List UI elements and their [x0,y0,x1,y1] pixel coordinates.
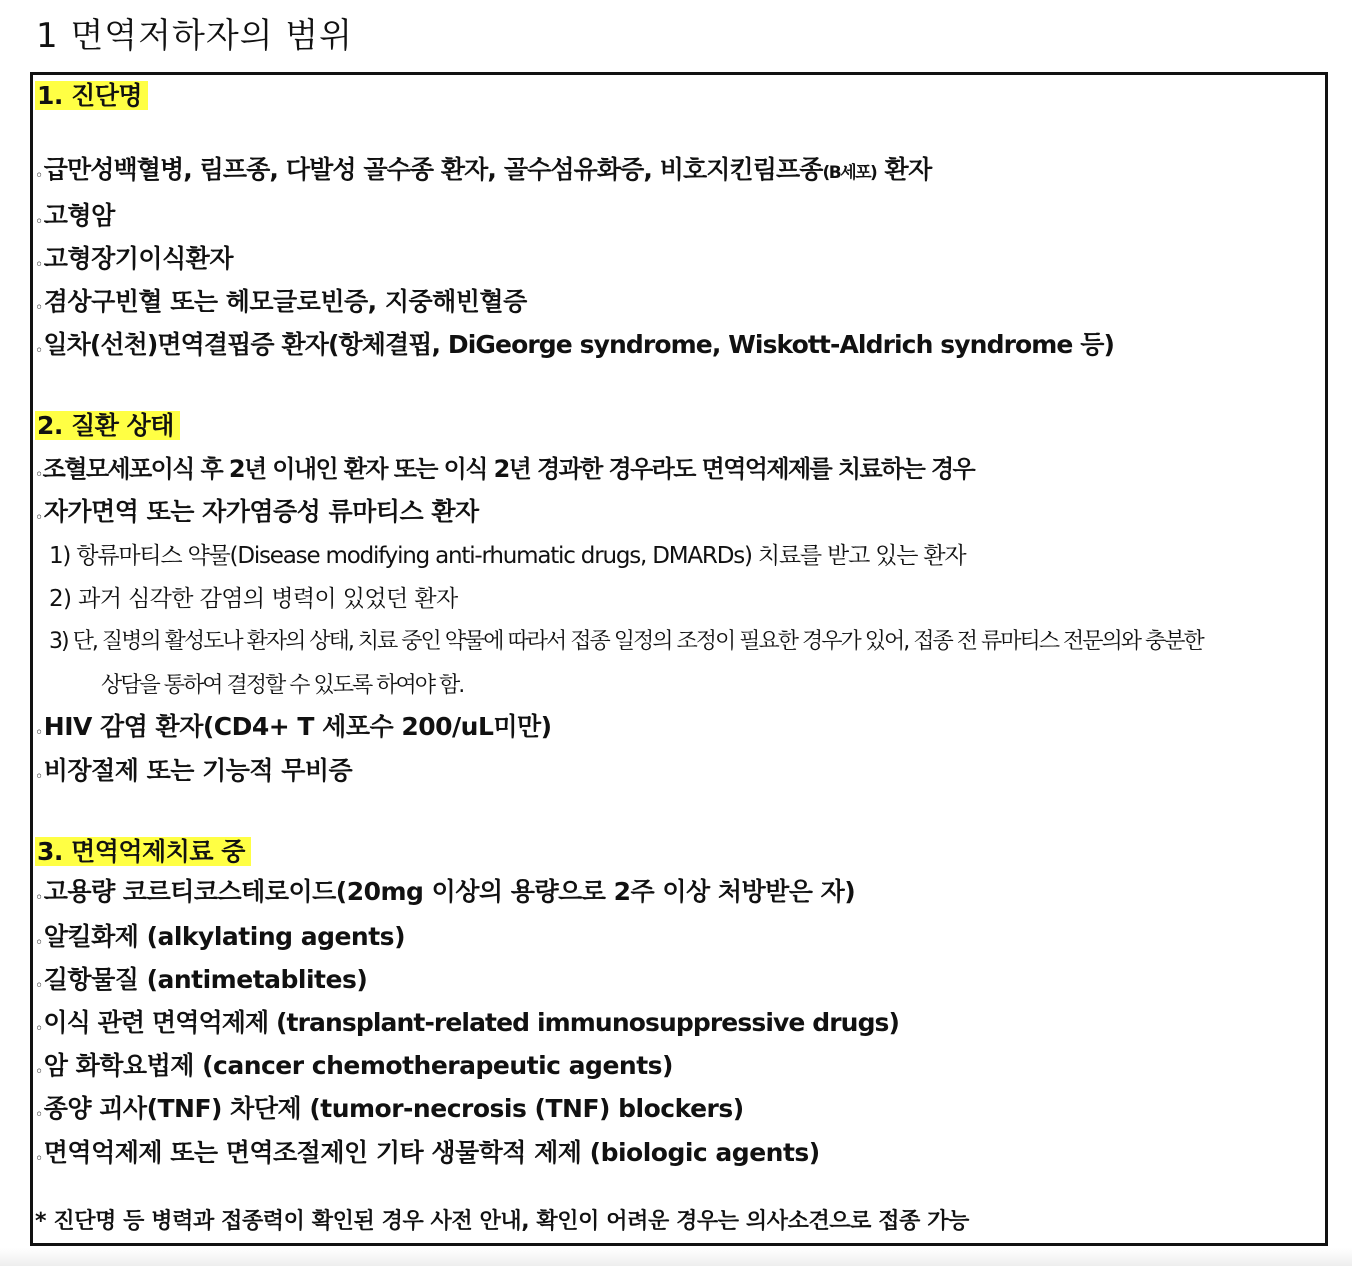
list-item-text: 고용량 코르티코스테로이드(20mg 이상의 용량으로 2주 이상 처방받은 자) [43,877,856,906]
bullet-icon: ◦ [35,343,43,359]
list-item-text: 길항물질 (antimetablites) [43,965,368,994]
sub-item: 1) 항류마티스 약물(Disease modifying anti-rhumatic drugs, DMARDs) 치료를 받고 있는 환자 [49,543,966,569]
bullet-icon: ◦ [35,725,43,741]
bullet-icon: ◦ [35,1064,43,1080]
list-item-text: 이식 관련 면역억제제 (transplant-related immunosuppressive drugs) [43,1008,900,1037]
list-item [35,875,855,915]
criteria-box [30,72,1328,1246]
list-item-text: 종양 괴사(TNF) 차단제 (tumor-necrosis (TNF) blockers) [43,1094,744,1123]
section-2-heading-row [35,409,180,443]
list-item [35,1136,820,1176]
list-item [35,1049,673,1089]
list-item [35,242,233,282]
bullet-icon: ◦ [35,978,43,994]
bullet-icon: ◦ [35,467,42,483]
list-item-text: 급만성백혈병, 림프종, 다발성 골수종 환자, 골수섬유화증, 비호지킨림프종 [43,155,823,184]
list-item-text: 면역억제제 또는 면역조절제인 기타 생물학적 제제 (biologic agents) [43,1138,820,1167]
list-item [35,920,405,960]
list-item [35,495,479,535]
list-item [35,328,1114,368]
list-item-tail-text: 환자 [876,155,932,184]
list-item [35,285,527,325]
footnote: * 진단명 등 병력과 접종력이 확인된 경우 사전 안내, 확인이 어려운 경우는 의사소견으로 접종 가능 [35,1209,969,1234]
bullet-icon: ◦ [35,1021,43,1037]
page-bottom-edge [0,1248,1352,1266]
bullet-icon: ◦ [35,214,43,230]
bullet-icon: ◦ [35,890,43,906]
section-1-heading-row [35,79,148,113]
list-item [35,452,974,492]
sub-item: 2) 과거 심각한 감염의 병력이 있었던 환자 [49,586,458,612]
list-item [35,199,115,239]
section-2-heading: 2. 질환 상태 [35,411,180,440]
list-item [35,754,352,794]
list-item-text: 고형장기이식환자 [43,244,233,273]
bullet-icon: ◦ [35,257,43,273]
list-item-text: 고형암 [43,201,115,230]
bullet-icon: ◦ [35,168,43,184]
sub-item: 3) 단, 질병의 활성도나 환자의 상태, 치료 중인 약물에 따라서 접종 일정의 조정이 필요한 경우가 있어, 접종 전 류마티스 전문의와 충분한 [49,629,1203,654]
bullet-icon: ◦ [35,510,43,526]
list-item-text: 암 화학요법제 (cancer chemotherapeutic agents) [43,1051,673,1080]
bullet-icon: ◦ [35,769,43,785]
section-3-heading-row [35,835,251,869]
list-item [35,1006,899,1046]
list-item-text: 겸상구빈혈 또는 헤모글로빈증, 지중해빈혈증 [43,287,527,316]
bullet-icon: ◦ [35,300,43,316]
list-item-text: 자가면역 또는 자가염증성 류마티스 환자 [43,497,479,526]
list-item-text: HIV 감염 환자(CD4+ T 세포수 200/uL미만) [43,712,552,741]
bullet-icon: ◦ [35,1151,43,1167]
section-3-heading: 3. 면역억제치료 중 [35,837,251,866]
list-item-text: 조혈모세포이식 후 2년 이내인 환자 또는 이식 2년 경과한 경우라도 면역억제제를 치료하는 경우 [42,455,975,483]
list-item-text: 비장절제 또는 기능적 무비증 [43,756,353,785]
section-1-heading: 1. 진단명 [35,81,148,110]
list-item-text: 일차(선천)면역결핍증 환자(항체결핍, DiGeorge syndrome, Wiskott-Aldrich syndrome 등) [43,330,1115,359]
list-item [35,153,932,193]
bullet-icon: ◦ [35,935,43,951]
list-item-text: 알킬화제 (alkylating agents) [43,922,405,951]
list-item [35,710,552,750]
bullet-icon: ◦ [35,1107,43,1123]
list-item [35,1092,744,1132]
sub-item-continuation: 상담을 통하여 결정할 수 있도록 하여야 함. [101,673,464,698]
list-item [35,963,367,1003]
list-item-small-text: (B세포) [822,163,877,183]
page-title: 1 면역저하자의 범위 [36,16,353,56]
